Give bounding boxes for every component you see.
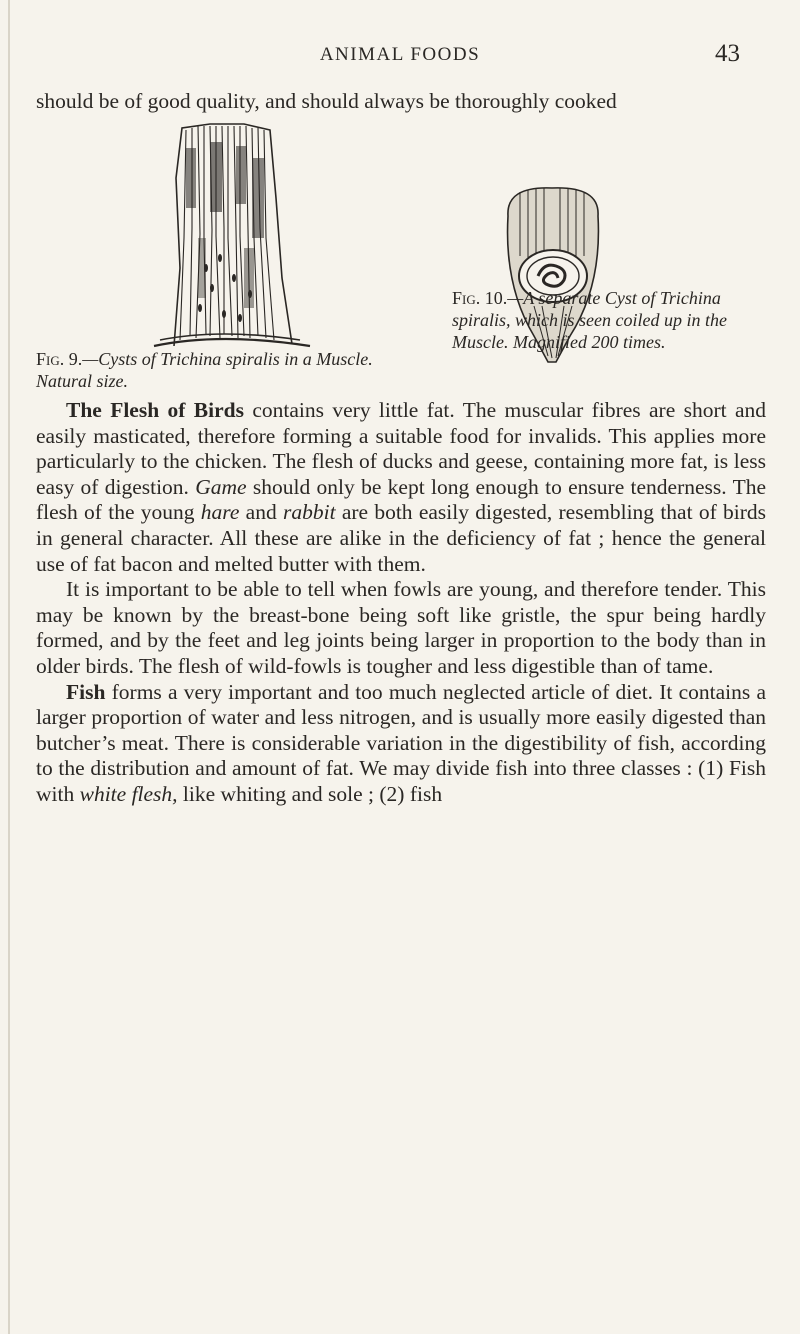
fig10-label: Fig. 10. (452, 288, 508, 308)
heading-flesh-of-birds: The Flesh of Birds (66, 398, 244, 422)
paragraph-fowls: It is important to be able to tell when fowls are young, and therefore tender. This may be known by the breast-bone being soft like gristle, the spur being hardly formed, and by the feet and leg joints being larger in proportion to the body than in older birds. The flesh of wild-fowls is tougher and less digestible than of tame. (36, 577, 766, 678)
paragraph-fish (36, 680, 766, 808)
intro-text: should be of good quality, and should always be thoroughly cooked (36, 89, 617, 113)
body-text (36, 398, 766, 808)
fig10-caption-text: —A separate Cyst of Trichina spiralis, which is seen coiled up in the Muscle. Magnified 200 times. (452, 288, 727, 352)
running-head: ANIMAL FOODS (319, 44, 481, 65)
fig9-label: Fig. 9. (36, 349, 83, 369)
term-white-flesh: white flesh, (79, 781, 178, 806)
p1-text-4: are both easily digested, resembling that of birds in general character. All these are alike in the deficiency of fat ; hence the general use of fat bacon and melted butter with them. (36, 500, 767, 576)
p3-text-1: forms a very important and too much neglected article of diet. It contains a larger proportion of water and less nitrogen, and is usually more easily digested than butcher’s meat. There is considerable variation in the digestibility of fish, according to the distribution and amount of fat. We may divide fish into three classes : (1) Fish with (36, 679, 766, 806)
p1-text-3: and (239, 500, 283, 525)
paragraph-flesh-of-birds (36, 398, 766, 577)
fig10-caption (452, 287, 772, 353)
page-gutter-edge (8, 0, 10, 1334)
p1-text-1: contains very little fat. The muscular fibres are short and easily masticated, therefore forming a suitable food for invalids. This applies more particularly to the chicken. The flesh of ducks and geese, containing more fat, is less easy of digestion. (36, 398, 767, 499)
term-rabbit: rabbit (282, 500, 336, 525)
fig9-caption (36, 348, 396, 392)
fig9-illustration (140, 118, 320, 354)
fig9-caption-text: —Cysts of Trichina spiralis in a Muscle. Natural size. (36, 349, 373, 391)
p1-text-2: should only be kept long enough to ensure tenderness. The flesh of the young (36, 474, 766, 525)
p3-text-2: like whiting and sole ; (2) fish (177, 781, 443, 806)
page-number: 43 (715, 40, 740, 67)
term-game: Game (195, 474, 247, 499)
heading-fish: Fish (66, 679, 106, 704)
page-header (0, 40, 800, 74)
term-hare: hare (200, 500, 240, 525)
